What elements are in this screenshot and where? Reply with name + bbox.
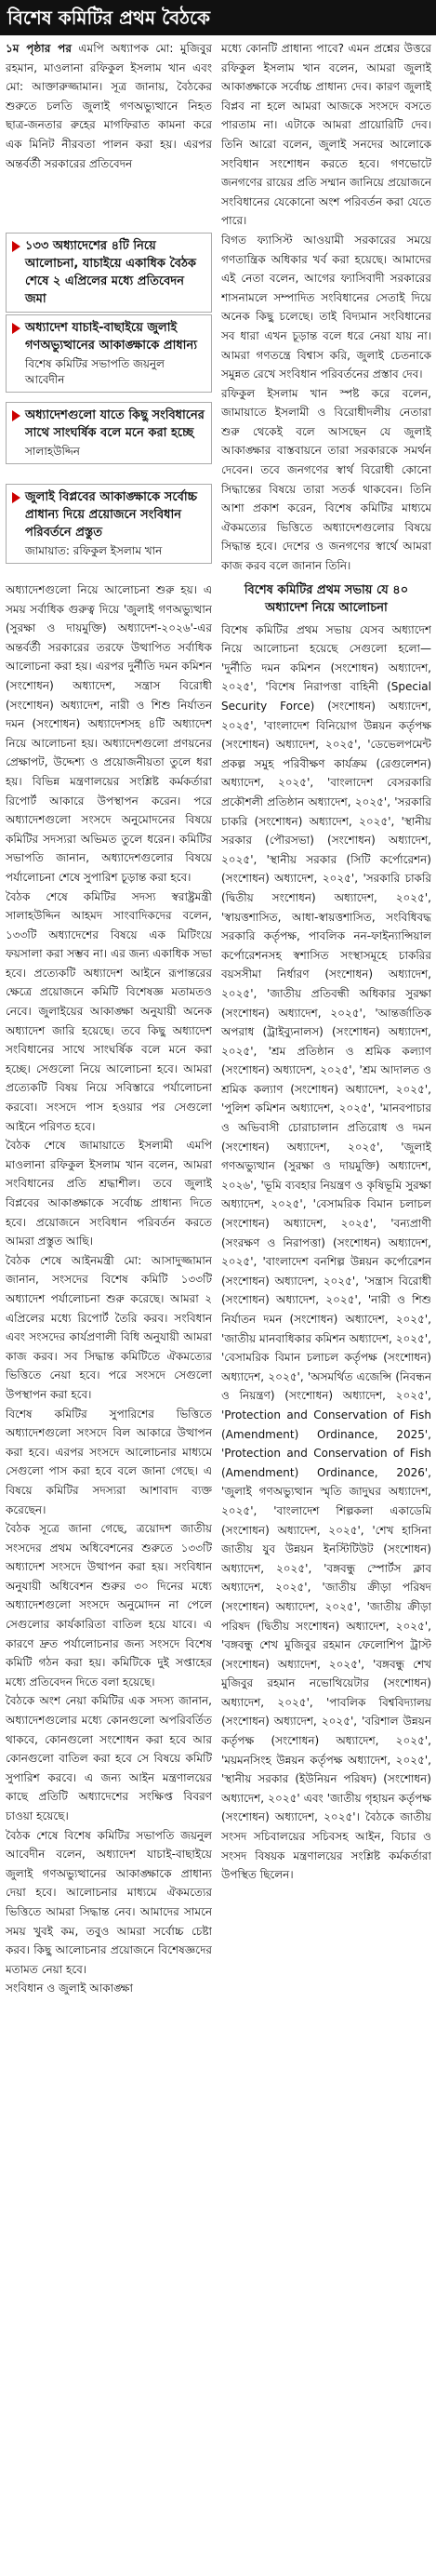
highlight-box-2 (6, 314, 212, 393)
body-paragraph: বিগত ফ্যাসিস্ট আওয়ামী সরকারের সময়ে গণতান্ত্রিক অধিকার খর্ব করা হয়েছে। আমাদের এই নেতা বলেন, আগের ফ্যাসিবাদী সরকারের শাসনামলে সম্পাদিত সংবিধানের সেতাই দিয়ে অনেক কিছু চলেছে। তাই বিদ্যমান সংবিধানের সব ধারা এখন চূড়ান্ত বলে ধরে নেয়া যায় না। আমরা গণতন্ত্রে বিশ্বাস করি, জুলাই চেতনাকে সমুন্নত রেখে সংবিধান পরিবর্তনের প্রস্তাব দেব। (221, 233, 431, 381)
section-heading: বিশেষ কমিটির প্রথম সভায় যে ৪০ অধ্যাদেশ নিয়ে আলোচনা (244, 582, 409, 615)
ordinance-list-paragraph: বিশেষ কমিটির প্রথম সভায় যেসব অধ্যাদেশ নিয়ে আলোচনা হয়েছে সেগুলো হলো— 'দুর্নীতি দমন কমিশন (সংশোধন) অধ্যাদেশ, ২০২৫', 'বিশেষ নিরাপত্তা বাহিনী (Special Security Force) (সংশোধন) অধ্যাদেশ, ২০২৫', 'বাংলাদেশ বিনিয়োগ উন্নয়ন কর্তৃপক্ষ (সংশোধন) অধ্যাদেশ, ২০২৫', 'ডেভেলপমেন্ট প্রকল্প সমুহ পরিবীক্ষণ কার্যক্রম (রেগুলেশন) অধ্যাদেশ, ২০২৫', 'বাংলাদেশ বেসরকারি প্রকৌশলী প্রতিষ্ঠান অধ্যাদেশ, ২০২৫', 'সরকারি চাকরি (সংশোধন) অধ্যাদেশ, ২০২৫', 'স্থানীয় সরকার (পৌরসভা) (সংশোধন) অধ্যাদেশ, ২০২৫', 'স্থানীয় সরকার (সিটি কর্পোরেশন) (সংশোধন) অধ্যাদেশ, ২০২৫', 'সরকারি চাকরি (দ্বিতীয় সংশোধন) অধ্যাদেশ, ২০২৫', 'স্বায়ত্তশাসিত, আধা-স্বায়ত্তশাসিত, সংবিধিবদ্ধ সরকারি কর্তৃপক্ষ, পাবলিক নন-ফাইন্যান্সিয়াল কর্পোরেশনসহ স্বশাসিত সংস্থাসমূহে চাকরির বয়সসীমা নির্ধারণ (সংশোধন) অধ্যাদেশ, ২০২৫', 'জাতীয় প্রতিবন্ধী অধিকার সুরক্ষা (সংশোধন) অধ্যাদেশ, ২০২৫', 'আন্তর্জাতিক অপরাধ (ট্রাইব্যুনালস) (সংশোধন) অধ্যাদেশ, ২০২৫', 'শ্রম প্রতিষ্ঠান ও শ্রমিক কল্যাণ (সংশোধন) অধ্যাদেশ, ২০২৫', 'শ্রম আদালত ও শ্রমিক কল্যাণ (সংশোধন) অধ্যাদেশ, ২০২৫', 'পুলিশ কমিশন অধ্যাদেশ, ২০২৫', 'মানবপাচার ও অভিবাসী চোরাচালান প্রতিরোধ ও দমন (সংশোধন) অধ্যাদেশ, ২০২৫', 'জুলাই গণঅভ্যুত্থান (সুরক্ষা ও দায়মুক্তি) অধ্যাদেশ, ২০২৬', 'ভূমি ব্যবহার নিয়ন্ত্রণ ও কৃষিভূমি সুরক্ষা অধ্যাদেশ, ২০২৫', 'বেসামরিক বিমান চলাচল (সংশোধন) অধ্যাদেশ, ২০২৫', 'বন্যপ্রাণী (সংরক্ষণ ও নিরাপত্তা) (সংশোধন) অধ্যাদেশ, ২০২৫', 'বাংলাদেশ বনশিল্প উন্নয়ন কর্পোরেশন (সংশোধন) অধ্যাদেশ, ২০২৫', 'সন্ত্রাস বিরোধী (সংশোধন) অধ্যাদেশ, ২০২৫', 'নারী ও শিশু নির্যাতন দমন (সংশোধন) অধ্যাদেশ, ২০২৫', 'জাতীয় মানবাধিকার কমিশন অধ্যাদেশ, ২০২৫', 'বেসামরিক বিমান চলাচল কর্তৃপক্ষ (সংশোধন) অধ্যাদেশ, ২০২৫', 'অসমর্থিত এজেন্সি (নিবন্ধন ও নিয়ন্ত্রণ) (সংশোধন) অধ্যাদেশ, ২০২৫', 'Protection and Conservation of Fish (Amendment) Ordinance, 2025', 'Protection and Conservation of Fish (Amendment) Ordinance, 2026', 'জুলাই গণঅভ্যুত্থান স্মৃতি জাদুঘর অধ্যাদেশ, ২০২৫', 'বাংলাদেশ শিল্পকলা একাডেমি (সংশোধন) অধ্যাদেশ, ২০২৫', 'শেখ হাসিনা জাতীয় যুব উন্নয়ন ইনস্টিটিউট (সংশোধন) অধ্যাদেশ, ২০২৫', 'বঙ্গবন্ধু স্পোর্টস ক্লাব অধ্যাদেশ, ২০২৫', 'জাতীয় ক্রীড়া পরিষদ (সংশোধন) অধ্যাদেশ, ২০২৫', 'জাতীয় ক্রীড়া পরিষদ (দ্বিতীয় সংশোধন) অধ্যাদেশ, ২০২৫', 'বঙ্গবন্ধু শেখ মুজিবুর রহমান ফেলোশিপ ট্রাস্ট (সংশোধন) অধ্যাদেশ, ২০২৫', 'বঙ্গবন্ধু শেখ মুজিবুর রহমান নভোথিয়েটার (সংশোধন) অধ্যাদেশ, ২০২৫', 'পাবলিক বিশ্ববিদ্যালয় (সংশোধন) অধ্যাদেশ, ২০২৫', 'বরিশাল উন্নয়ন কর্তৃপক্ষ (সংশোধন) অধ্যাদেশ, ২০২৫', 'ময়মনসিংহ উন্নয়ন কর্তৃপক্ষ অধ্যাদেশ, ২০২৫', 'স্থানীয় সরকার (ইউনিয়ন পরিষদ) (সংশোধন) অধ্যাদেশ, ২০২৫' এবং 'জাতীয় গৃহায়ন কর্তৃপক্ষ (সংশোধন) অধ্যাদেশ, ২০২৫'। বৈঠকে জাতীয় সংসদ সচিবালয়ের সচিবসহ আইন, বিচার ও সংসদ বিষয়ক মন্ত্রণালয়ের সংশ্লিষ্ট কর্মকর্তারা উপস্থিত ছিলেন। (221, 622, 431, 1882)
highlight-text: ১৩৩ অধ্যাদেশের ৪টি নিয়ে আলোচনা, যাচাইয়ে একাধিক বৈঠক শেষে ২ এপ্রিলের মধ্যে প্রতিবেদন জমা (25, 239, 196, 306)
highlight-text: জুলাই বিপ্লবের আকাঙ্ক্ষাকে সর্বোচ্চ প্রাধান্য দিয়ে প্রয়োজনে সংবিধান পরিবর্তনে প্রস্তুত (25, 490, 198, 540)
body-paragraph: বৈঠক শেষে জামায়াতে ইসলামী এমপি মাওলানা রফিকুল ইসলাম খান বলেন, আমরা সংবিধানের প্রতি শ্রদ্ধাশীল। তবে জুলাই বিপ্লবের আকাঙ্ক্ষাকে সর্বোচ্চ প্রাধান্য দিতে হবে। প্রয়োজনে সংবিধান পরিবর্তন করতে আমরা প্রস্তুত আছি। (6, 1139, 212, 1248)
highlight-box-3 (6, 402, 212, 464)
body-paragraph: মধ্যে কোনটি প্রাধান্য পাবে? এমন প্রশ্নের উত্তরে রফিকুল ইসলাম খান বলেন, আমরা জুলাই আকাঙ্ক্ষাকে সর্বোচ্চ প্রাধান্য দেব। কারণ জুলাই বিপ্লব না হলে আমরা আজকে সংসদে বসতে পারতাম না। এটাকে আমরা প্রায়োরিটি দেব। তিনি আরো বলেন, জুলাই সনদের আলোকে সংবিধান সংশোধন করতে হবে। গণভোটে জনগণের রায়ের প্রতি সম্মান জানিয়ে প্রয়োজনে সংবিধানের যেকোনো অংশ পরিবর্তন করা যেতে পারে। (221, 42, 431, 228)
body-paragraph: বৈঠক শেষে বিশেষ কমিটির সভাপতি জয়নুল আবেদীন বলেন, অধ্যাদেশ যাচাই-বাছাইয়ে জুলাই গণঅভ্যুত্থানের আকাঙ্ক্ষাকে প্রাধান্য দেয়া হবে। আলোচনার মাধ্যমে ঐকমত্যের ভিত্তিতে আমরা সিদ্ধান্ত নেব। আমাদের সামনে সময় খুবই কম, তবুও আমরা সর্বোচ্চ চেষ্টা করব। কিছু আলোচনার প্রয়োজনে বিশেষজ্ঞদের মতামত নেয়া হবে। (6, 1828, 212, 1976)
intro-paragraph (6, 39, 212, 173)
highlight-box-1 (6, 233, 212, 313)
body-paragraph: বৈঠক শেষে কমিটির সদস্য স্বরাষ্ট্রমন্ত্রী সালাহউদ্দিন আহমদ সাংবাদিকদের বলেন, ১৩৩টি অধ্যাদেশের বিষয়ে এক মিটিংয়ে ফয়সালা করা সম্ভব না। এর জন্য একাধিক সভা হবে। প্রত্যেকটি অধ্যাদেশ আইনে রূপান্তরের ক্ষেত্রে প্রয়োজনে কমিটি বিশেষজ্ঞ মতামতও নেবে। জুলাইয়ের আকাঙ্ক্ষা অনুযায়ী অনেক অধ্যাদেশ জারি হয়েছে। তবে কিছু অধ্যাদেশ সংবিধানের সাথে সাংঘর্ষিক বলে মনে করা হচ্ছে। সেগুলো নিয়ে আলোচনা হবে। আমরা প্রত্যেকটি বিষয় নিয়ে সবিস্তারে পর্যালোচনা করবো। সংসদে পাস হওয়ার পর সেগুলো আইনে পরিণত হবে। (6, 889, 212, 1133)
body-paragraph: বৈঠক শেষে আইনমন্ত্রী মো: আসাদুজ্জামান জানান, সংসদের বিশেষ কমিটি ১৩৩টি অধ্যাদেশ পর্যালোচনা শুরু করেছে। আমরা ২ এপ্রিলের মধ্যে রিপোর্ট তৈরি করব। সংবিধান এবং সংসদের কার্যপ্রণালী বিধি অনুযায়ী আমরা কাজ করব। সব সিদ্ধান্ত কমিটিতে ঐকমত্যের ভিত্তিতে নেয়া হবে। পরে সংসদে সেগুলো উপস্থাপন করা হবে। (6, 1253, 212, 1401)
body-paragraph: সংবিধান ও জুলাই আকাঙ্ক্ষা (6, 1982, 133, 1995)
highlight-attribution: সালাহউদ্দিন (25, 445, 80, 458)
continued-label: ১ম পৃষ্ঠার পর (6, 42, 72, 55)
body-paragraph: বৈঠক সূত্রে জানা গেছে, ত্রয়োদশ জাতীয় সংসদের প্রথম অধিবেশনের শুরুতে ১৩৩টি অধ্যাদেশ সংসদে উত্থাপন করা হয়। সংবিধান অনুযায়ী অধিবেশন শুরুর ৩০ দিনের মধ্যে অধ্যাদেশগুলো সংসদে অনুমোদন না পেলে সেগুলোর কার্যকারিতা বাতিল হয়ে যাবে। এ কারণে দ্রুত পর্যালোচনার জন্য সংসদে বিশেষ কমিটি গঠন করা হয়। কমিটিকে দুই সপ্তাহের মধ্যে প্রতিবেদন দিতে বলা হয়েছে। (6, 1522, 212, 1688)
body-paragraph: বিশেষ কমিটির সুপারিশের ভিত্তিতে অধ্যাদেশগুলো সংসদে বিল আকারে উত্থাপন করা হবে। এরপর সংসদে আলোচনার মাধ্যমে সেগুলো পাস করা হবে বলে জানা গেছে। এ বিষয়ে কমিটির সদস্যরা আশাবাদ ব্যক্ত করেছেন। (6, 1407, 212, 1516)
headline: বিশেষ কমিটির প্রথম বৈঠকে (0, 0, 436, 35)
highlight-attribution: জামায়াত: রফিকুল ইসলাম খান (25, 544, 163, 557)
left-column-body (6, 581, 212, 2569)
left-column-intro (6, 39, 212, 225)
highlight-text: অধ্যাদেশ যাচাই-বাছাইয়ে জুলাই গণঅভ্যুত্থানের আকাঙ্ক্ষাকে প্রাধান্য (25, 321, 197, 353)
body-paragraph: অধ্যাদেশগুলো নিয়ে আলোচনা শুরু হয়। এ সময় সর্বাধিক গুরুত্ব দিয়ে 'জুলাই গণঅভ্যুত্থান (সুরক্ষা ও দায়মুক্তি) অধ্যাদেশ-২০২৬'-এর অন্তর্বর্তী সরকারের তরফে উত্থাপিত সর্বাধিক আলোচনা করা হয়। এরপর দুর্নীতি দমন কমিশন (সংশোধন) অধ্যাদেশ, সন্ত্রাস বিরোধী (সংশোধন) অধ্যাদেশ, নারী ও শিশু নির্যাতন দমন (সংশোধন) অধ্যাদেশসহ ৪টি অধ্যাদেশ নিয়ে আলোচনা হয়। অধ্যাদেশগুলো প্রণয়নের প্রেক্ষাপট, উদ্দেশ্য ও প্রয়োজনীয়তা তুলে ধরা হয়। বিভিন্ন মন্ত্রণালয়ের সংশ্লিষ্ট কর্মকর্তারা রিপোর্ট আকারে উপস্থাপন করেন। পরে অধ্যাদেশগুলো সংসদে অনুমোদনের বিষয়ে কমিটির সদস্যরা অভিমত তুলে ধরেন। কমিটির সভাপতি জানান, অধ্যাদেশগুলোর বিষয়ে পর্যালোচনা শেষে সুপারিশ চূড়ান্ত করা হবে। (6, 583, 212, 884)
body-paragraph: বৈঠকে অংশ নেয়া কমিটির এক সদস্য জানান, অধ্যাদেশগুলোর মধ্যে কোনগুলো অপরিবর্তিত থাকবে, কোনগুলো সংশোধন করা হবে আর কোনগুলো বাতিল করা হবে সে বিষয়ে কমিটি সুপারিশ করবে। এ জন্য আইন মন্ত্রণালয়ের কাছে প্রতিটি অধ্যাদেশের সংক্ষিপ্ত বিবরণ চাওয়া হয়েছে। (6, 1694, 212, 1822)
highlight-box-4 (6, 484, 212, 564)
right-column (221, 39, 431, 2569)
intro-text: এমপি অধ্যাপক মো: মুজিবুর রহমান, মাওলানা রফিকুল ইসলাম খান এবং মো: আক্তারুজ্জামান। সূত্র জানায়, বৈঠকের শুরুতে চলতি জুলাই গণঅভ্যুত্থানে নিহত ছাত্র-জনতার রুহের মাগফিরাত কামনা করে এক মিনিট নীরবতা পালন করা হয়। এরপর অন্তর্বর্তী সরকারের প্রতিবেদন (6, 42, 212, 170)
highlight-text: অধ্যাদেশগুলো যাতে কিছু সংবিধানের সাথে সাংঘর্ষিক বলে মনে করা হচ্ছে (25, 408, 205, 440)
highlight-attribution: বিশেষ কমিটির সভাপতি জয়নুল আবেদীন (25, 357, 165, 386)
body-paragraph: রফিকুল ইসলাম খান স্পষ্ট করে বলেন, জামায়াতে ইসলামী ও বিরোধীদলীয় নেতারা শুরু থেকেই বলে আসছেন যে জুলাই আকাঙ্ক্ষার বাস্তবায়নে তারা সরকারকে সমর্থন দেবেন। তবে জনগণের স্বার্থ বিরোধী কোনো সিদ্ধান্তের বিষয়ে তারা সতর্ক থাকবেন। তিনি আশা প্রকাশ করেন, বিশেষ কমিটির মাধ্যমে ঐকমত্যের ভিত্তিতে অধ্যাদেশগুলোর বিষয়ে সিদ্ধান্ত হবে। দেশের ও জনগণের স্বার্থে আমরা কাজ করব বলে জানান তিনি। (221, 386, 431, 573)
